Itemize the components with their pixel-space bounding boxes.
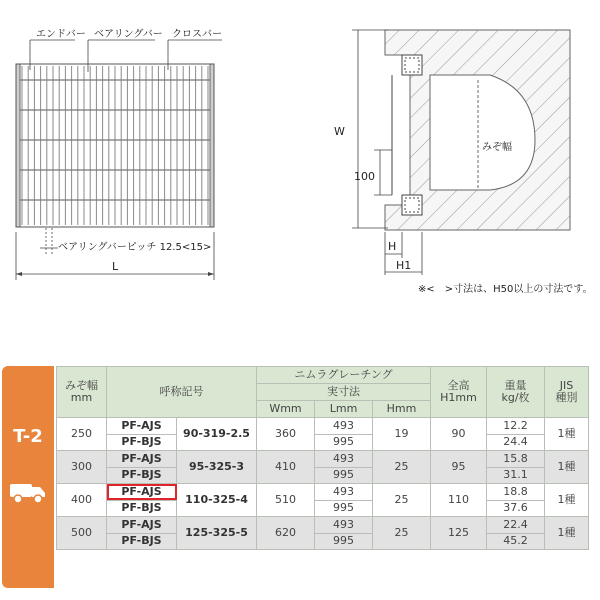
cell-width: 500 bbox=[57, 517, 107, 550]
spec-table bbox=[56, 366, 589, 550]
cell-weight-b: 45.2 bbox=[487, 533, 545, 550]
cell-h1: 125 bbox=[431, 517, 487, 550]
header-gutter-width: みぞ幅 mm bbox=[57, 367, 107, 418]
cell-l-b: 995 bbox=[315, 467, 373, 484]
cell-weight-b: 37.6 bbox=[487, 500, 545, 517]
dim-100-label: 100 bbox=[354, 170, 375, 183]
table-row bbox=[57, 451, 589, 468]
header-h: Hmm bbox=[373, 401, 431, 418]
cell-jis: 1種 bbox=[545, 517, 589, 550]
cell-width: 250 bbox=[57, 418, 107, 451]
cell-h: 25 bbox=[373, 451, 431, 484]
end-bar-label: エンドバー bbox=[36, 29, 86, 40]
cell-code-b: PF-BJS bbox=[107, 434, 177, 451]
cell-code-a: PF-AJS bbox=[107, 418, 177, 435]
header-l: Lmm bbox=[315, 401, 373, 418]
header-weight: 重量 kg/枚 bbox=[487, 367, 545, 418]
header-jis: JIS 種別 bbox=[545, 367, 589, 418]
category-tab bbox=[2, 366, 54, 588]
table-row bbox=[57, 484, 589, 501]
cell-weight-a: 18.8 bbox=[487, 484, 545, 501]
cell-code-a: PF-AJS bbox=[107, 451, 177, 468]
cell-code-b: PF-BJS bbox=[107, 467, 177, 484]
cell-w: 620 bbox=[257, 517, 315, 550]
bearing-bar-label: ベアリングバー bbox=[94, 29, 163, 40]
cell-model: 90-319-2.5 bbox=[177, 418, 257, 451]
cell-code-a: PF-AJS bbox=[107, 517, 177, 534]
cell-code-b: PF-BJS bbox=[107, 533, 177, 550]
table-row bbox=[57, 418, 589, 435]
cell-weight-b: 31.1 bbox=[487, 467, 545, 484]
h-label: H bbox=[388, 240, 397, 253]
truck-icon bbox=[8, 476, 48, 506]
cell-model: 110-325-4 bbox=[177, 484, 257, 517]
cell-h1: 110 bbox=[431, 484, 487, 517]
cell-model: 125-325-5 bbox=[177, 517, 257, 550]
cell-l-b: 995 bbox=[315, 434, 373, 451]
table-row bbox=[57, 500, 589, 517]
length-arrow-right bbox=[208, 272, 214, 276]
table-row bbox=[57, 434, 589, 451]
cell-jis: 1種 bbox=[545, 484, 589, 517]
cell-l-a: 493 bbox=[315, 418, 373, 435]
cell-model: 95-325-3 bbox=[177, 451, 257, 484]
cell-l-a: 493 bbox=[315, 451, 373, 468]
cell-w: 360 bbox=[257, 418, 315, 451]
cell-jis: 1種 bbox=[545, 418, 589, 451]
gutter-width-label: みぞ幅 bbox=[482, 142, 512, 153]
cell-w: 410 bbox=[257, 451, 315, 484]
cell-jis: 1種 bbox=[545, 451, 589, 484]
cell-code-a: PF-AJS bbox=[107, 484, 177, 501]
table-row bbox=[57, 517, 589, 534]
cell-w: 510 bbox=[257, 484, 315, 517]
cell-weight-a: 12.2 bbox=[487, 418, 545, 435]
cell-h: 19 bbox=[373, 418, 431, 451]
width-label: W bbox=[334, 125, 345, 138]
header-product: ニムラグレーチング bbox=[257, 367, 431, 384]
cell-l-a: 493 bbox=[315, 517, 373, 534]
cell-l-b: 995 bbox=[315, 533, 373, 550]
cell-weight-a: 15.8 bbox=[487, 451, 545, 468]
footnote: ※< >寸法は、H50以上の寸法です。 bbox=[418, 284, 593, 295]
length-arrow-left bbox=[16, 272, 22, 276]
end-bar-shape bbox=[210, 64, 214, 227]
end-bar-shape bbox=[16, 64, 20, 227]
cell-weight-a: 22.4 bbox=[487, 517, 545, 534]
h1-label: H1 bbox=[396, 259, 412, 272]
cell-width: 300 bbox=[57, 451, 107, 484]
grating-bars bbox=[16, 64, 214, 227]
cell-h1: 95 bbox=[431, 451, 487, 484]
length-label: L bbox=[112, 260, 119, 273]
header-designation: 呼称記号 bbox=[107, 367, 257, 418]
gutter-section-drawing bbox=[330, 0, 600, 290]
spec-section bbox=[2, 366, 588, 588]
bearing-bar-pitch-label: ベアリングバーピッチ 12.5<15> bbox=[58, 242, 212, 253]
cell-h1: 90 bbox=[431, 418, 487, 451]
category-tab-label: T-2 bbox=[13, 426, 43, 447]
cell-h: 25 bbox=[373, 484, 431, 517]
table-row bbox=[57, 533, 589, 550]
table-row bbox=[57, 467, 589, 484]
cell-h: 25 bbox=[373, 517, 431, 550]
cell-l-a: 493 bbox=[315, 484, 373, 501]
header-total-height: 全高 H1mm bbox=[431, 367, 487, 418]
cell-code-b: PF-BJS bbox=[107, 500, 177, 517]
header-w: Wmm bbox=[257, 401, 315, 418]
cell-width: 400 bbox=[57, 484, 107, 517]
cell-l-b: 995 bbox=[315, 500, 373, 517]
cell-weight-b: 24.4 bbox=[487, 434, 545, 451]
grating-plan-drawing bbox=[0, 0, 330, 290]
header-actual-dims: 実寸法 bbox=[257, 384, 431, 401]
cross-bar-label: クロスバー bbox=[172, 29, 222, 40]
